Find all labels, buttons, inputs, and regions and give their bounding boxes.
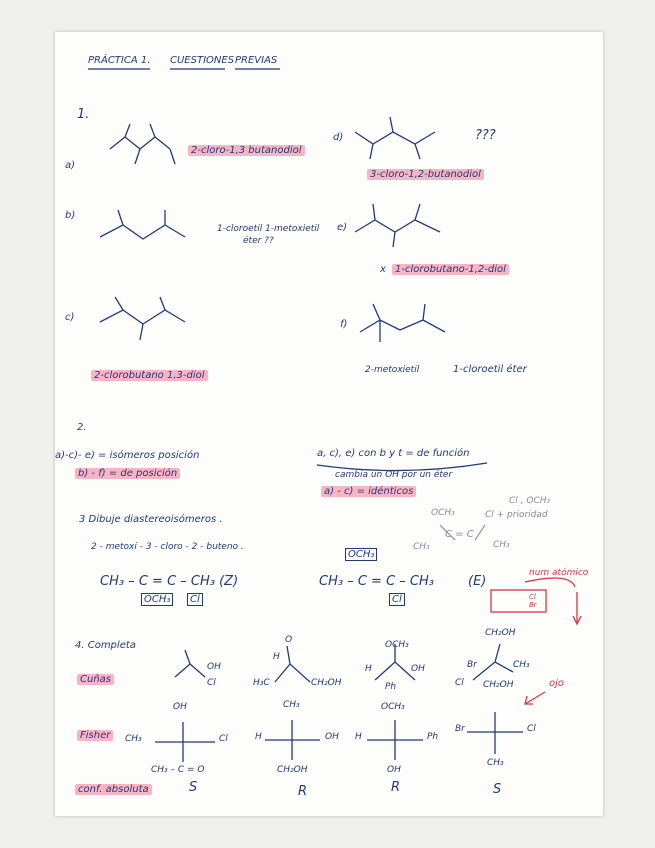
conf-4: S [493, 782, 502, 797]
structure-drawings [55, 32, 603, 816]
m2-f-left: H [255, 732, 262, 742]
q3-e-label: (E) [468, 574, 487, 589]
q1-f-name2: 1-cloroetil éter [453, 364, 527, 375]
q1-f-name1: 2-metoxietil [365, 365, 420, 375]
q4-ojo: ojo [549, 678, 565, 689]
m4-cl: Cl [455, 678, 464, 688]
m3-f-right: Ph [427, 732, 439, 742]
q2-line5 [321, 486, 416, 497]
q3-z-cl-box: Cl [187, 593, 203, 606]
q3-grey-c: C = C [445, 529, 474, 540]
cuestiones-heading: CUESTIONES [170, 55, 235, 66]
m2-ch2oh: CH₂OH [311, 678, 342, 688]
q2-line5-text: a) - c) = idénticos [321, 486, 416, 497]
m1-f-right: Cl [219, 734, 228, 744]
m4-f-bottom: CH₃ [487, 758, 504, 768]
q1-a-name: 2-cloro-1,3 butanodiol [188, 145, 305, 156]
q3-grey-note1: Cl , OCH₃ [509, 496, 551, 506]
q1-b-name: 1-cloroetil 1-metoxietil [217, 224, 320, 234]
q1-f-label: f) [340, 319, 348, 330]
conf-3: R [391, 780, 401, 795]
q4-title: 4. Completa [75, 640, 136, 651]
q3-e-cl [389, 594, 405, 605]
q1-c-name: 2-clorobutano 1,3-diol [91, 370, 208, 381]
q3-grey-och3: OCH₃ [431, 508, 455, 518]
m1-f-top: OH [173, 702, 187, 712]
q3-z-och3 [141, 594, 173, 605]
q1-e-name: 1-clorobutano-1,2-diol [392, 264, 509, 275]
m1-oh: OH [207, 662, 221, 672]
q4-row-fisher: Fisher [77, 730, 113, 741]
m2-f-top: CH₃ [283, 700, 300, 710]
q3-e-och3 [345, 549, 377, 560]
q1-e-label: e) [337, 222, 348, 233]
q2-number: 2. [77, 422, 87, 433]
m4-ch3: CH₃ [513, 660, 530, 670]
m4-ch2oh: CH₂OH [485, 628, 516, 638]
q3-z-formula: CH₃ – C = C – CH₃ (Z) [100, 574, 239, 589]
q3-grey-ch3b: CH₃ [493, 540, 510, 550]
q3-box-br: Br [529, 601, 537, 609]
m4-br: Br [467, 660, 477, 670]
m2-f-bottom: CH₂OH [277, 765, 308, 775]
q1-d-question: ??? [475, 128, 496, 143]
m2-h: H [273, 652, 280, 662]
m4-f-left: Br [455, 724, 465, 734]
previas-heading: PREVIAS [235, 55, 278, 66]
practica-heading: PRÁCTICA 1. [88, 55, 151, 66]
q3-z-och3-box: OCH₃ [141, 593, 173, 606]
m4-f-right: Cl [527, 724, 536, 734]
m2-h3c: H₃C [253, 678, 270, 688]
m3-oh: OH [411, 664, 425, 674]
m3-f-top: OCH₃ [381, 702, 405, 712]
q2-line2-text: b) - f) = de posición [75, 468, 180, 479]
q1-b-name2: éter ?? [243, 236, 274, 246]
m3-f-bottom: OH [387, 765, 401, 775]
q4-row-conf: conf. absoluta [75, 784, 152, 795]
q1-c-label: c) [65, 312, 75, 323]
q4-row-cunas: Cuñas [77, 674, 114, 685]
m3-ph: Ph [385, 682, 397, 692]
q3-compound: 2 - metoxi - 3 - cloro - 2 - buteno . [91, 542, 244, 552]
m1-f-left: CH₃ [125, 734, 142, 744]
m4-f-top: CH₂OH [483, 680, 514, 690]
conf-2: R [298, 784, 308, 799]
q3-e-formula: CH₃ – C = C – CH₃ [319, 574, 434, 589]
q1-number: 1. [77, 107, 90, 122]
q3-e-och3-box: OCH₃ [345, 548, 377, 561]
conf-1: S [189, 780, 198, 795]
q2-line4: cambia un OH por un éter [335, 470, 453, 480]
q2-line2 [75, 468, 180, 479]
m3-och3: OCH₃ [385, 640, 409, 650]
q3-grey-note2: Cl + prioridad [485, 510, 548, 520]
m1-cl: Cl [207, 678, 216, 688]
q1-d-name: 3-cloro-1,2-butanodiol [367, 169, 484, 180]
m3-h: H [365, 664, 372, 674]
q1-e-mark: x [380, 264, 386, 275]
q3-grey-ch3a: CH₃ [413, 542, 430, 552]
q2-line3: a, c), e) con b y t = de función [317, 448, 470, 459]
q2-line1: a)-c)- e) = isómeros posición [55, 450, 200, 461]
m1-f-bottom: CH₃ – C = O [151, 765, 205, 775]
m3-f-left: H [355, 732, 362, 742]
q3-e-cl-box: Cl [389, 593, 405, 606]
q1-d-label: d) [333, 132, 344, 143]
q1-b-label: b) [65, 210, 76, 221]
q1-a-label: a) [65, 160, 76, 171]
q3-title: 3 Dibuje diastereoisómeros . [79, 514, 223, 525]
q3-z-cl [187, 594, 203, 605]
m2-f-right: OH [325, 732, 339, 742]
q3-box-cl: Cl [529, 593, 536, 601]
notebook-page [55, 32, 603, 816]
q3-num-atomico: num atómico [529, 568, 589, 578]
m2-o: O [285, 635, 293, 645]
